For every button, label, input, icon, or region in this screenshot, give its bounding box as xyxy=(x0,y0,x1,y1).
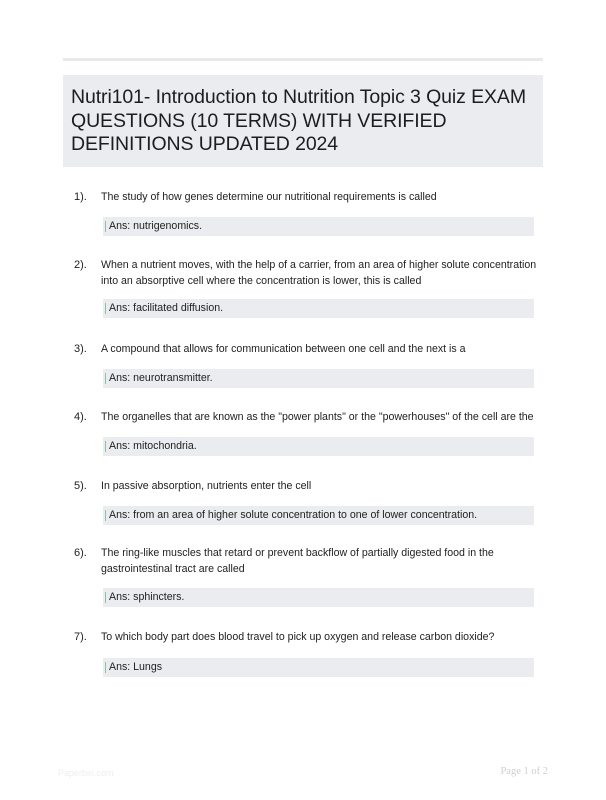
question-item-6 xyxy=(74,546,544,607)
question-text: A compound that allows for communication between one cell and the next is a xyxy=(101,343,466,355)
question-number: 7). xyxy=(74,631,87,643)
answer-box: Ans: Lungs xyxy=(103,658,534,677)
question-number: 1). xyxy=(74,191,87,203)
question-text: To which body part does blood travel to pick up oxygen and release carbon dioxide? xyxy=(101,631,495,643)
question-text: The ring-like muscles that retard or prevent backflow of partially digested food in the gastrointestinal tract are called xyxy=(101,547,494,575)
question-text: In passive absorption, nutrients enter the cell xyxy=(101,480,312,492)
question-text: When a nutrient moves, with the help of a carrier, from an area of higher solute concentration into an absorptive cell where the concentration is lower, this is called xyxy=(101,259,537,287)
page-number: Page 1 of 2 xyxy=(500,766,548,777)
footer-watermark: Paperbin.com xyxy=(58,768,114,778)
question-number: 6). xyxy=(74,547,87,559)
answer-box: Ans: sphincters. xyxy=(103,588,534,607)
question-text: The study of how genes determine our nutritional requirements is called xyxy=(101,191,437,203)
question-item-2 xyxy=(74,258,544,318)
answer-box: Ans: from an area of higher solute concentration to one of lower concentration. xyxy=(103,506,534,525)
question-number: 3). xyxy=(74,343,87,355)
question-number: 2). xyxy=(74,259,87,271)
question-item-3 xyxy=(74,342,544,388)
question-text: The organelles that are known as the "power plants" or the "powerhouses" of the cell are the xyxy=(101,411,534,423)
question-number: 5). xyxy=(74,480,87,492)
document-title: Nutri101- Introduction to Nutrition Topic 3 Quiz EXAM QUESTIONS (10 TERMS) WITH VERIFIED DEFINITIONS UPDATED 2024 xyxy=(71,86,526,155)
question-item-7 xyxy=(74,630,544,677)
question-item-4 xyxy=(74,410,544,456)
answer-box: Ans: neurotransmitter. xyxy=(103,369,534,388)
top-divider xyxy=(63,58,543,61)
answer-box: Ans: facilitated diffusion. xyxy=(103,299,534,318)
question-number: 4). xyxy=(74,411,87,423)
answer-box: Ans: nutrigenomics. xyxy=(103,217,534,236)
answer-box: Ans: mitochondria. xyxy=(103,437,534,456)
question-item-5 xyxy=(74,479,544,525)
question-item-1 xyxy=(74,190,544,236)
title-banner xyxy=(63,75,543,167)
